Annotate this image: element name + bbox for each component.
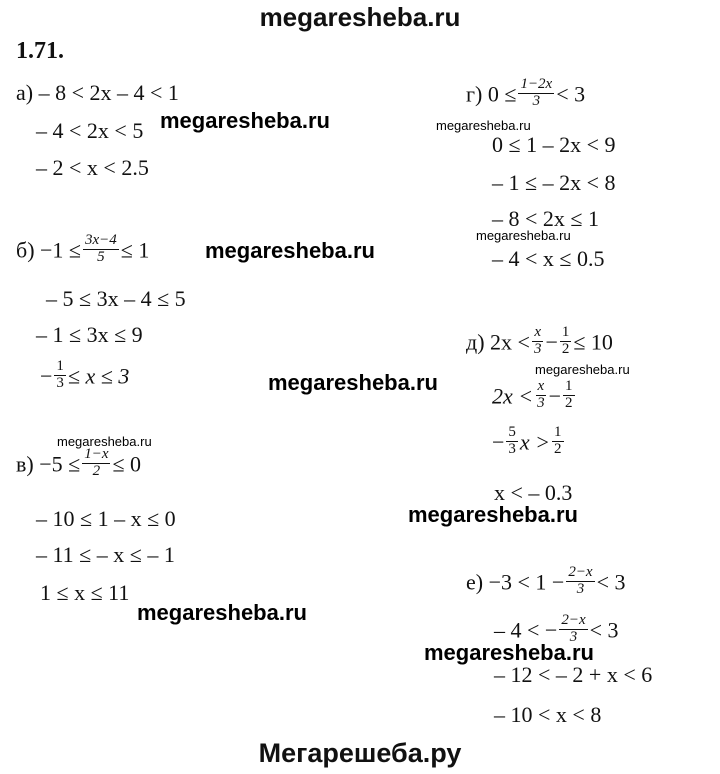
solution-a-line-1: а) – 8 < 2x – 4 < 1 bbox=[16, 80, 179, 105]
watermark: megaresheba.ru bbox=[268, 370, 438, 395]
solution-e-line-3: – 12 < – 2 + x < 6 bbox=[494, 662, 653, 687]
watermark-bottom: Мегарешеба.ру bbox=[258, 738, 462, 768]
fraction: $\frac{x}{3}$ bbox=[537, 378, 545, 411]
fraction: $\frac{x}{3}$ bbox=[533, 324, 542, 357]
solution-d-line-3: − $\frac{5}{3}$ x > $\frac{1}{2}$ bbox=[492, 424, 562, 457]
solution-v-line-4: 1 ≤ x ≤ 11 bbox=[40, 580, 130, 605]
solution-g-line-4: – 8 < 2x ≤ 1 bbox=[492, 206, 599, 231]
watermark-small: megaresheba.ru bbox=[57, 434, 152, 449]
watermark: megaresheba.ru bbox=[205, 238, 375, 263]
solution-g-line-5: – 4 < x ≤ 0.5 bbox=[492, 246, 605, 271]
fraction: $\frac{1}{3}$ bbox=[56, 358, 64, 391]
watermark: megaresheba.ru bbox=[408, 502, 578, 527]
solution-d-line-1: д) 2x < $\frac{x}{3}$ − $\frac{1}{2}$ ≤ 10 bbox=[466, 324, 613, 357]
solution-a-line-3: – 2 < x < 2.5 bbox=[36, 155, 149, 180]
solution-v-line-3: – 11 ≤ – x ≤ – 1 bbox=[36, 542, 175, 567]
watermark-top: megaresheba.ru bbox=[259, 2, 461, 32]
fraction: $\frac{2-x}{3}$ bbox=[561, 612, 586, 645]
fraction: $\frac{2-x}{3}$ bbox=[568, 564, 593, 597]
watermark: megaresheba.ru bbox=[424, 640, 594, 665]
watermark-small: megaresheba.ru bbox=[535, 362, 630, 377]
solution-v-line-1: в) −5 ≤ $\frac{1-x}{2}$ ≤ 0 bbox=[16, 446, 142, 479]
problem-number: 1.71. bbox=[16, 38, 64, 64]
solution-v-line-2: – 10 ≤ 1 – x ≤ 0 bbox=[36, 506, 176, 531]
solution-e-line-1: е) −3 < 1 − $\frac{2-x}{3}$ < 3 bbox=[466, 564, 626, 597]
solution-g-line-1: г) 0 ≤ $\frac{1-2x}{3}$ < 3 bbox=[466, 76, 586, 109]
solution-d-line-4: x < – 0.3 bbox=[494, 480, 573, 505]
watermark: megaresheba.ru bbox=[160, 108, 330, 133]
fraction: $\frac{5}{3}$ bbox=[508, 424, 516, 457]
fraction: $\frac{1-x}{2}$ bbox=[84, 446, 109, 479]
solution-e-line-2: – 4 < − $\frac{2-x}{3}$ < 3 bbox=[494, 612, 619, 645]
watermark: megaresheba.ru bbox=[137, 600, 307, 625]
solution-b-line-1: б) −1 ≤ $\frac{3x-4}{5}$ ≤ 1 bbox=[16, 232, 150, 265]
solution-b-line-3: – 1 ≤ 3x ≤ 9 bbox=[36, 322, 143, 347]
fraction: $\frac{1}{2}$ bbox=[554, 424, 562, 457]
solution-g-line-3: – 1 ≤ – 2x < 8 bbox=[492, 170, 616, 195]
solution-b-line-2: – 5 ≤ 3x – 4 ≤ 5 bbox=[46, 286, 186, 311]
watermark-small: megaresheba.ru bbox=[436, 118, 531, 133]
solution-a-line-2: – 4 < 2x < 5 bbox=[36, 118, 144, 143]
solution-b-line-4: − $\frac{1}{3}$ ≤ x ≤ 3 bbox=[40, 358, 130, 391]
fraction: $\frac{1}{2}$ bbox=[561, 324, 570, 357]
fraction: $\frac{1-2x}{3}$ bbox=[520, 76, 553, 109]
solution-g-line-2: 0 ≤ 1 – 2x < 9 bbox=[492, 132, 616, 157]
fraction: $\frac{1}{2}$ bbox=[565, 378, 573, 411]
watermark-small: megaresheba.ru bbox=[476, 228, 571, 243]
solution-e-line-4: – 10 < x < 8 bbox=[494, 702, 602, 727]
solution-d-line-2: 2x < $\frac{x}{3}$ − $\frac{1}{2}$ bbox=[492, 378, 573, 411]
fraction: $\frac{3x-4}{5}$ bbox=[85, 232, 117, 265]
